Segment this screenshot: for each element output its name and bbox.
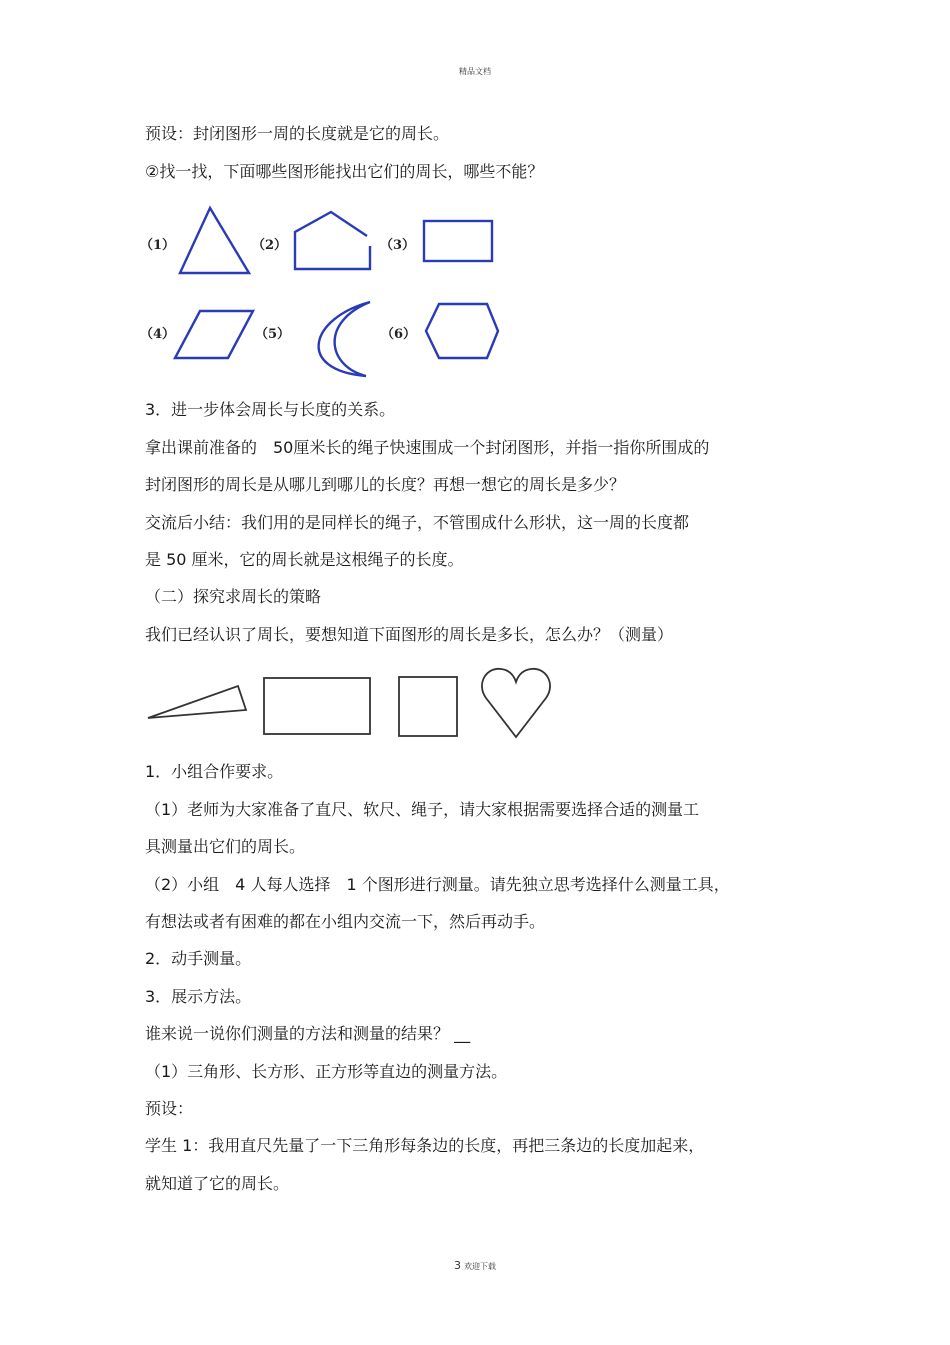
figure-label: （5） <box>255 327 291 342</box>
text-line: 封闭图形的周长是从哪儿到哪儿的长度？再想一想它的周长是多少？ <box>145 475 626 494</box>
footer-text: 欢迎下载 <box>464 1262 496 1271</box>
figure-label: （6） <box>381 327 417 342</box>
rectangle-shape <box>424 221 492 261</box>
thin-triangle-shape <box>148 686 246 718</box>
text-line: 1．小组合作要求。 <box>145 762 284 781</box>
text-line: 就知道了它的周长。 <box>145 1174 290 1193</box>
text-line: （1）老师为大家准备了直尺、软尺、绳子，请大家根据需要选择合适的测量工 <box>145 800 700 819</box>
figure-label: （4） <box>140 327 176 342</box>
text-line: （1）三角形、长方形、正方形等直边的测量方法。 <box>145 1062 508 1081</box>
crescent-shape <box>319 302 370 376</box>
text-line: （2）小组 4 人每人选择 1 个图形进行测量。请先独立思考选择什么测量工具， <box>145 875 730 894</box>
text-line: 3．展示方法。 <box>145 987 252 1006</box>
figure-label: （3） <box>380 238 416 253</box>
shapes-figure-black <box>140 662 560 746</box>
hexagon-shape <box>426 304 498 358</box>
figure-label: （1） <box>140 238 176 253</box>
text-line: 预设： <box>145 1099 194 1118</box>
text-line: （二）探究求周长的策略 <box>145 587 322 606</box>
rectangle-shape <box>264 678 370 734</box>
page-footer <box>0 1259 950 1272</box>
text-line: 学生 1：我用直尺先量了一下三角形每条边的长度，再把三条边的长度加起来， <box>145 1136 705 1155</box>
text-line: 3．进一步体会周长与长度的关系。 <box>145 400 396 419</box>
text-line: 拿出课前准备的 50厘米长的绳子快速围成一个封闭图形，并指一指你所围成的 <box>145 438 710 457</box>
shapes-figure-blue <box>140 198 520 380</box>
text-line: 是 50 厘米，它的周长就是这根绳子的长度。 <box>145 550 464 569</box>
page-header: 精品文档 <box>459 67 491 76</box>
page-number: 3 <box>454 1259 461 1272</box>
square-shape <box>399 677 457 736</box>
text-line: 有想法或者有困难的都在小组内交流一下，然后再动手。 <box>145 912 546 931</box>
heart-shape <box>482 669 550 737</box>
text-line: 我们已经认识了周长，要想知道下面图形的周长是多长，怎么办？（测量） <box>145 625 674 644</box>
text-line: 交流后小结：我们用的是同样长的绳子，不管围成什么形状，这一周的长度都 <box>145 513 690 532</box>
text-line: ②找一找，下面哪些图形能找出它们的周长，哪些不能？ <box>145 162 544 181</box>
triangle-shape <box>180 208 249 273</box>
text-line: 具测量出它们的周长。 <box>145 837 306 856</box>
parallelogram-shape <box>175 311 253 358</box>
open-pentagon-shape <box>295 212 370 269</box>
figure-label: （2） <box>252 238 288 253</box>
text-line: 预设：封闭图形一周的长度就是它的周长。 <box>145 124 450 143</box>
text-line: 2．动手测量。 <box>145 949 252 968</box>
text-line: 谁来说一说你们测量的方法和测量的结果？ __ <box>145 1024 471 1043</box>
